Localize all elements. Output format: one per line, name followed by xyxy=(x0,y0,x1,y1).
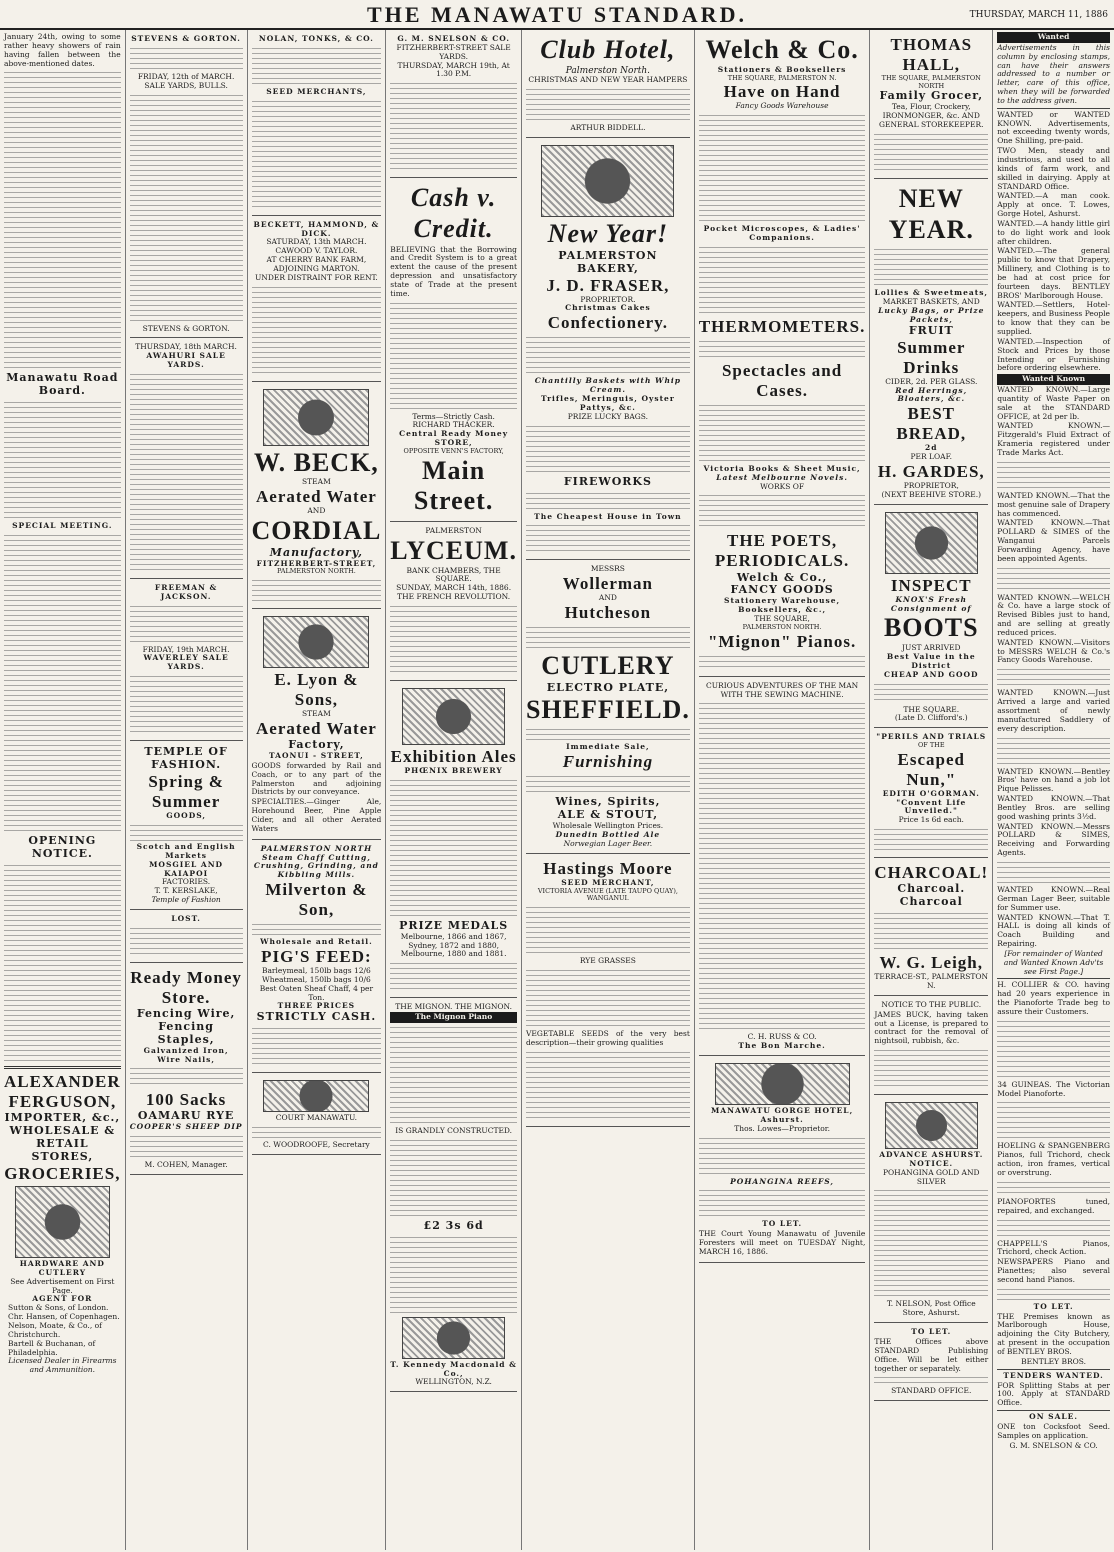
kennedy: T. Kennedy Macdonald & Co., xyxy=(390,1359,517,1378)
believing-text: BELIEVING that the Borrowing and Credit System is to a great extent the cause of the present depression and unsatisfactory state of Trade at the present time. xyxy=(390,244,517,298)
rye-grasses: RYE GRASSES xyxy=(579,956,636,966)
three-prices: THREE PRICES xyxy=(277,1001,356,1011)
see-adv: See Advertisement on First Page. xyxy=(10,1276,115,1295)
anvil-hardware-logo xyxy=(15,1186,110,1258)
wheatmeal: Wheatmeal, 150lb bags 10/6 xyxy=(262,974,371,984)
hastings-moore: Hastings Moore xyxy=(543,858,673,878)
stationers: Stationers & Booksellers xyxy=(717,64,847,74)
oamaru-rye: OAMARU RYE xyxy=(137,1109,235,1123)
agent-item: Bartell & Buchanan, of Philadelphia. xyxy=(8,1338,96,1357)
report-body-text xyxy=(4,70,121,370)
temple-heading: TEMPLE OF FASHION. xyxy=(144,745,228,772)
column-7 xyxy=(870,30,993,1550)
factories: FACTORIES. xyxy=(161,877,211,887)
french-revolution: THE FRENCH REVOLUTION. xyxy=(397,592,511,602)
eagle-crest xyxy=(402,688,505,745)
to-let: TO LET. xyxy=(911,1327,952,1337)
melbourne-medal: Melbourne, 1866 and 1867, xyxy=(400,931,507,941)
ferguson-importer: IMPORTER, &c., xyxy=(4,1111,121,1125)
sunday: SUNDAY, MARCH 14th, 1886. xyxy=(396,583,512,593)
waverley-heading: WAVERLEY SALE YARDS. xyxy=(143,653,229,672)
thursday-19: THURSDAY, MARCH 19th, At 1.30 P.M. xyxy=(397,60,510,79)
road-board-heading: Manawatu Road Board. xyxy=(6,371,119,398)
per-loaf: PER LOAF. xyxy=(910,452,953,462)
splitting-ad: FOR Splitting Stabs at per 100. Apply at STANDARD Office. xyxy=(997,1380,1110,1408)
the-poets: THE POETS, xyxy=(727,531,838,551)
thermometers: THERMOMETERS. xyxy=(698,316,866,336)
ferguson-stores: WHOLESALE & RETAIL STORES, xyxy=(9,1124,116,1164)
lyceum: LYCEUM. xyxy=(390,535,517,565)
hardware-label: HARDWARE AND CUTLERY xyxy=(19,1259,105,1277)
under-distraint: UNDER DISTRAINT FOR RENT. xyxy=(254,272,378,282)
road-board-text xyxy=(4,400,121,520)
best-value: Best Value in the District xyxy=(886,651,976,670)
central-store: Central Ready Money STORE, xyxy=(399,429,509,448)
russ-co: C. H. RUSS & CO. xyxy=(747,1032,817,1042)
w-beck: W. BECK, xyxy=(254,447,379,477)
ale-stout: ALE & STOUT, xyxy=(557,808,659,822)
beckett-heading: BECKETT, HAMMOND, & DICK. xyxy=(253,219,380,238)
red-herrings: Red Herrings, Bloaters, &c. xyxy=(895,385,968,404)
woodroofe: C. WOODROOFE, Secretary xyxy=(263,1140,370,1150)
xmas-hampers: CHRISTMAS AND NEW YEAR HAMPERS xyxy=(528,75,688,85)
bentley-bros: BENTLEY BROS. xyxy=(1021,1356,1087,1366)
square: THE SQUARE, PALMERSTON NORTH xyxy=(881,74,981,90)
buck-notice: JAMES BUCK, having taken out a License, is prepared to contract for the removal of nightsoil, rubbish, &c. xyxy=(874,1009,989,1046)
wanted-ad: WANTED or WANTED KNOWN. Advertisements, not exceeding twenty words, One Shilling, pre-paid. xyxy=(997,109,1110,146)
exhibition-ales: Exhibition Ales xyxy=(390,746,517,766)
sheffield: SHEFFIELD. xyxy=(525,694,690,724)
cheap-good: CHEAP AND GOOD xyxy=(883,669,979,679)
special-meeting-heading: SPECIAL MEETING. xyxy=(12,521,113,531)
for-remainder: [For remainder of Wanted and Wanted Known Adv'ts see First Page.] xyxy=(1003,948,1104,976)
ferguson-groceries: GROCERIES, xyxy=(4,1164,121,1184)
chantilly: Chantilly Baskets with Whip Cream. xyxy=(534,376,682,395)
awahuri-stock-list xyxy=(130,372,243,572)
cohen-manager: M. COHEN, Manager. xyxy=(144,1160,228,1170)
gardes-proprietor: PROPRIETOR, xyxy=(903,481,959,491)
electro-plate: ELECTRO PLATE, xyxy=(546,680,670,694)
palmerston: PALMERSTON NORTH. xyxy=(276,567,356,576)
spectacles: Spectacles and Cases. xyxy=(721,360,843,400)
piano-price: £2 3s 6d xyxy=(423,1218,484,1232)
market-baskets: MARKET BASKETS, AND xyxy=(882,297,980,307)
vegetable-seeds: VEGETABLE SEEDS of the very best description—their growing qualities xyxy=(525,1028,690,1047)
summer-drinks: Summer Drinks xyxy=(897,337,966,377)
known-ad: WANTED KNOWN.—That POLLARD & SIMES of the Wanganui Parcels Forwarding Agency, have been appointed Agents. xyxy=(997,518,1110,563)
fireworks: FIREWORKS xyxy=(563,474,652,488)
oaten-sheaf: Best Oaten Sheaf Chaff, 4 per Ton. xyxy=(259,983,374,1002)
cocksfoot-ad: ONE ton Cocksfoot Seed. Samples on application. xyxy=(997,1421,1110,1440)
terrace-st: TERRACE-ST., PALMERSTON N. xyxy=(874,972,989,991)
lost-heading: LOST. xyxy=(171,913,201,923)
welch-co: Welch & Co. xyxy=(705,35,859,64)
boots: BOOTS xyxy=(883,613,979,643)
thursday-date: THURSDAY, 18th MARCH. xyxy=(135,342,237,352)
chappell-ad: CHAPPELL'S Pianos, Trichord, check Action. xyxy=(997,1238,1110,1257)
pointing-hand xyxy=(541,145,674,217)
bon-marche: The Bon Marche. xyxy=(738,1041,826,1051)
steam-2: STEAM xyxy=(302,709,331,719)
known-ad: WANTED KNOWN.—Messrs POLLARD & SIMES, Receiving and Forwarding Agents. xyxy=(997,821,1110,858)
seed-merchant: SEED MERCHANT, xyxy=(561,877,655,887)
steam: STEAM xyxy=(302,477,331,487)
ready-money: Ready Money xyxy=(130,967,242,987)
price-2d: 2d xyxy=(925,443,938,453)
saturday-13: SATURDAY, 13th MARCH. xyxy=(266,237,367,247)
victoria-avenue: VICTORIA AVENUE (LATE TAUPO QUAY), WANGANUI. xyxy=(537,886,678,903)
known-ad: WANTED KNOWN.—That T. HALL is doing all kinds of Coach Building and Repairing. xyxy=(997,912,1110,949)
column-6 xyxy=(695,30,871,1550)
factory: Factory, xyxy=(288,738,345,752)
just-arrived: JUST ARRIVED xyxy=(902,643,961,653)
snelson-sig: G. M. SNELSON & CO. xyxy=(1009,1440,1098,1450)
lyon-sons: E. Lyon & Sons, xyxy=(274,670,359,710)
mignon-pianos: "Mignon" Pianos. xyxy=(707,631,857,651)
column-3 xyxy=(248,30,387,1550)
cordial: CORDIAL xyxy=(251,516,382,545)
advance-ashurst: ADVANCE ASHURST. xyxy=(879,1150,984,1160)
known-ad: WANTED KNOWN.—Just Arrived a large and varied assortment of newly manufactured Saddlery of every description. xyxy=(997,688,1110,733)
price-each: Price 1s 6d each. xyxy=(898,815,964,825)
booksellers: Booksellers, &c., xyxy=(738,605,827,615)
grandly: IS GRANDLY CONSTRUCTED. xyxy=(395,1125,513,1135)
agent-item: Sutton & Sons, of London. xyxy=(8,1303,109,1313)
standard-office: STANDARD OFFICE. xyxy=(891,1386,972,1396)
furnishing: Furnishing xyxy=(562,752,654,772)
guineas-ad: 34 GUINEAS. The Victorian Model Pianoforte. xyxy=(997,1079,1110,1098)
specialties: SPECIALTIES.—Ginger Ale, Horehound Beer, Pine Apple Cider, and all other Aerated Waters xyxy=(251,797,382,833)
pohangina-reefs: POHANGINA REEFS, xyxy=(730,1176,835,1186)
mosgiel: MOSGIEL AND KAIAPOI xyxy=(149,859,224,878)
known-ad: WANTED KNOWN.—Large quantity of Waste Paper on sale at the STANDARD OFFICE, at 2d per lb. xyxy=(997,385,1110,421)
welch-co-2: Welch & Co., xyxy=(736,570,828,584)
terms: Terms—Strictly Cash. xyxy=(412,411,495,421)
square: THE SQUARE, PALMERSTON N. xyxy=(727,73,837,82)
palmerston: PALMERSTON NORTH. xyxy=(742,622,822,631)
club-hotel: Club Hotel, xyxy=(540,35,676,64)
fitz-sale-yards: FITZHERBERT-STREET SALE YARDS. xyxy=(396,42,511,61)
fruit: FRUIT xyxy=(908,323,954,337)
column-5 xyxy=(522,30,695,1550)
known-ad: WANTED KNOWN.—Bentley Bros' have on hand a job lot Pique Pelisses. xyxy=(997,766,1110,794)
column-1 xyxy=(0,30,126,1550)
fencing-wire: Fencing Wire, xyxy=(136,1006,236,1020)
friday-19: FRIDAY, 19th MARCH. xyxy=(142,644,230,654)
immediate-sale: Immediate Sale, xyxy=(566,742,650,752)
column-2 xyxy=(126,30,248,1550)
best-bread: BEST BREAD, xyxy=(896,404,967,444)
melbourne-novels: Latest Melbourne Novels. xyxy=(716,472,848,482)
wanted-ad: WANTED.—A handy little girl to do light work and look after children. xyxy=(997,218,1110,246)
messrs: MESSRS xyxy=(590,564,625,574)
prize-bags: PRIZE LUCKY BAGS. xyxy=(567,411,649,421)
stationery-warehouse: Stationery Warehouse, xyxy=(724,596,841,606)
convent-life: "Convent Life Unveiled." xyxy=(896,797,967,816)
court-emblem xyxy=(263,1080,369,1112)
wanted-ad: TWO Men, steady and industrious, and used to all kinds of farm work, and skilled in dairying. Apply at STANDARD Office. xyxy=(997,146,1110,191)
opening-notice-heading: OPENING NOTICE. xyxy=(28,834,97,861)
to-let: TO LET. xyxy=(762,1219,803,1229)
confectionery: Confectionery. xyxy=(547,313,669,333)
dunedin-ale: Dunedin Bottled Ale xyxy=(555,830,661,840)
mignon-piano: The Mignon Piano xyxy=(390,1012,517,1023)
opp-venn: OPPOSITE VENN'S FACTORY, xyxy=(403,447,504,455)
hutcheson: Hutcheson xyxy=(564,603,652,623)
known-ad: WANTED KNOWN.—Fitzgerald's Fluid Extract of Krameria registered under Trade Marks Act. xyxy=(997,421,1110,457)
palmerston: PALMERSTON xyxy=(425,526,482,535)
cheapest-house: The Cheapest House in Town xyxy=(534,511,682,521)
to-let: TO LET. xyxy=(1033,1301,1074,1311)
lollies: Lollies & Sweetmeats, xyxy=(874,288,989,298)
prize-medals: PRIZE MEDALS xyxy=(399,918,509,932)
thacker: RICHARD THACKER. xyxy=(412,420,495,430)
charcoal: CHARCOAL! xyxy=(874,863,989,883)
fitzherbert-street: FITZHERBERT-STREET, xyxy=(256,558,377,568)
snelson-heading: G. M. SNELSON & CO. xyxy=(397,34,510,43)
ogorman: EDITH O'GORMAN. xyxy=(882,788,980,798)
wollerman: Wollerman xyxy=(562,574,654,594)
scotch-english: Scotch and English Markets xyxy=(136,842,236,860)
ferguson-name: ALEXANDER FERGUSON, xyxy=(4,1072,121,1112)
cawood: CAWOOD V. TAYLOR. xyxy=(275,246,358,256)
cherry-bank: AT CHERRY BANK FARM, ADJOINING MARTON. xyxy=(266,255,367,273)
piano-image xyxy=(402,1317,505,1359)
steam-chaff: PALMERSTON NORTH Steam Chaff Cutting, Crushing, Grinding, and Kibbling Mills. xyxy=(253,843,379,880)
court-manawatu: COURT MANAWATU. xyxy=(275,1113,358,1123)
offices-text: THE Offices above STANDARD Publishing Office. Will be let either together or separately. xyxy=(874,1337,989,1373)
perils: "PERILS AND TRIALS xyxy=(876,732,987,742)
taonui-street: TAONUI - STREET, xyxy=(269,751,364,761)
goods: GOODS, xyxy=(166,811,206,821)
pigs-feed: PIG'S FEED: xyxy=(261,947,372,966)
aerated-water-2: Aerated Water xyxy=(256,719,377,739)
newspapers-ad: NEWSPAPERS Piano and Pianettes; also several second hand Pianos. xyxy=(997,1257,1110,1284)
bank-chambers: BANK CHAMBERS, THE SQUARE. xyxy=(406,565,501,584)
of-the: OF THE xyxy=(917,741,945,750)
nelson: T. NELSON, Post Office Store, Ashurst. xyxy=(886,1299,976,1318)
fraser: J. D. FRASER, xyxy=(546,275,670,295)
wanted-known-heading: Wanted Known xyxy=(997,374,1110,385)
friday-date: FRIDAY, 12th of MARCH. xyxy=(137,71,235,81)
phoenix-brewery: PHŒNIX BREWERY xyxy=(404,765,503,775)
milverton: Milverton & Son, xyxy=(265,880,368,920)
have-on-hand: Have on Hand xyxy=(723,82,841,102)
gardes: H. GARDES, xyxy=(877,462,985,481)
wholesale-prices: Wholesale Wellington Prices. xyxy=(552,821,664,831)
wines-spirits: Wines, Spirits, xyxy=(555,795,661,809)
wanted-ad: WANTED.—Settlers, Hotel-keepers, and Business People to know that they can be supplied. xyxy=(997,300,1110,336)
gorge-hotel: MANAWATU GORGE HOTEL, Ashurst. xyxy=(710,1106,854,1124)
pocket-microscopes: Pocket Microscopes, & Ladies' Companions. xyxy=(703,224,861,242)
agent-for: AGENT FOR xyxy=(32,1294,93,1304)
thomas-hall: THOMAS HALL, xyxy=(890,35,973,75)
pianofortes-ad: PIANOFORTES tuned, repaired, and exchanged. xyxy=(997,1196,1110,1215)
machinery-engraving xyxy=(263,389,369,446)
goods-forwarded: GOODS forwarded by Rail and Coach, or to any part of the Palmerston and adjoining Districts by our conveyance. xyxy=(251,760,382,797)
clifford: (Late D. Clifford's.) xyxy=(894,713,968,723)
wanted-ad: WANTED.—The general public to know that Drapery, Millinery, and Clothing is to be had at cost price for fourteen days. BENTLEY BROS' Marlborough House. xyxy=(997,246,1110,300)
wanted-heading: Wanted xyxy=(997,32,1110,43)
main-street: Main Street. xyxy=(413,455,494,516)
agents-list xyxy=(4,1304,121,1357)
family-grocer: Family Grocer, xyxy=(879,89,984,103)
known-ad: WANTED KNOWN.—WELCH & Co. have a large stock of Revised Bibles just to hand, and are selling at greatly reduced prices. xyxy=(997,592,1110,637)
masthead xyxy=(0,0,1114,30)
stevens-gorton-heading: STEVENS & GORTON. xyxy=(131,34,241,43)
agent-item: Nelson, Moate, & Co., of Christchurch. xyxy=(8,1321,102,1339)
notice: NOTICE. xyxy=(909,1158,954,1168)
cider: CIDER, 2d. PER GLASS. xyxy=(885,376,978,386)
fancy-goods-2: FANCY GOODS xyxy=(730,583,834,597)
issue-date: THURSDAY, MARCH 11, 1886 xyxy=(969,10,1108,20)
wanted-ad: WANTED.—Inspection of Stock and Prices by those Intending or Furnishing before ordering elsewhere. xyxy=(997,336,1110,373)
column-8 xyxy=(993,30,1114,1550)
tenders-wanted: TENDERS WANTED. xyxy=(1003,1370,1104,1380)
licensed-dealer: Licensed Dealer in Firearms and Ammunition. xyxy=(8,1356,117,1375)
spring-summer: Spring & Summer xyxy=(148,772,224,812)
column-4 xyxy=(386,30,522,1550)
square-2: THE SQUARE. xyxy=(903,704,960,714)
gorge-hotel-image xyxy=(715,1063,850,1105)
wanted-intro: Advertisements in this column by enclosing stamps, can have their answers addressed to a number or letter, care of this office, when they will be forwarded to the address given. xyxy=(997,42,1110,105)
sydney-medal: Sydney, 1872 and 1880, xyxy=(408,940,500,950)
coach-image xyxy=(885,1102,978,1149)
kerslake: T. T. KERSLAKE, xyxy=(154,886,218,896)
lucky-bags: Lucky Bags, or Prize Packets, xyxy=(878,305,985,324)
temple-sig: Temple of Fashion xyxy=(151,895,221,905)
barleymeal: Barleymeal, 150lb bags 12/6 xyxy=(261,966,371,976)
store-heading: Store. xyxy=(161,987,211,1007)
on-sale: ON SALE. xyxy=(1029,1412,1079,1422)
columns xyxy=(0,30,1114,1550)
fencing-staples: Fencing Staples, xyxy=(157,1019,215,1046)
known-ad: WANTED KNOWN.—Visitors to MESSRS WELCH & Co.'s Fancy Goods Warehouse. xyxy=(997,637,1110,665)
bakery: PALMERSTON BAKERY, xyxy=(558,248,658,275)
awahuri-heading: AWAHURI SALE YARDS. xyxy=(146,351,226,370)
manufactory: Manufactory, xyxy=(269,545,364,559)
sheep-dip: COOPER'S SHEEP DIP xyxy=(129,1122,243,1132)
cash-credit: Cash v. Credit. xyxy=(410,183,497,243)
victoria-books: Victoria Books & Sheet Music, xyxy=(703,463,861,473)
norwegian-beer: Norwegian Lager Beer. xyxy=(563,839,653,848)
notice-public: NOTICE TO THE PUBLIC. xyxy=(881,999,982,1009)
premises-ad: THE Premises known as Marlborough House, adjoining the City Butchery, at present in the occupation of BENTLEY BROS. xyxy=(997,1311,1110,1356)
inspect: INSPECT xyxy=(890,575,972,595)
opening-notice-text xyxy=(4,863,121,1063)
meeting-text xyxy=(4,533,121,833)
cutlery: CUTLERY xyxy=(541,651,675,681)
sewing-machine-poem xyxy=(699,701,866,1031)
nolan-heading: NOLAN, TONKS, & CO. xyxy=(258,34,374,43)
known-ad: WANTED KNOWN.—That Bentley Bros. are selling good washing prints 3½d. xyxy=(997,794,1110,821)
sale-yards-bulls: SALE YARDS, BULLS. xyxy=(144,80,228,90)
hoeling-ad: HOELING & SPANGENBERG Pianos, full Trichord, check action, iron frames, vertical or overstrung. xyxy=(997,1141,1110,1177)
new-year: New Year! xyxy=(547,218,669,248)
proprietor: PROPRIETOR. xyxy=(580,294,636,304)
wholesale-retail: Wholesale and Retail. xyxy=(260,937,373,947)
report-opening: January 24th, owing to some rather heavy showers of rain having fallen between the above-mentioned dates. xyxy=(4,32,121,68)
mignon-title: THE MIGNON. THE MIGNON. xyxy=(395,1002,513,1012)
trifles: Trifles, Meringuis, Oyster Pattys, &c. xyxy=(541,394,675,412)
wellington: WELLINGTON, N.Z. xyxy=(415,1377,492,1387)
fancy-goods-warehouse: Fancy Goods Warehouse xyxy=(735,101,829,111)
charcoal-2: Charcoal. Charcoal xyxy=(897,882,966,909)
seed-merchants: SEED MERCHANTS, xyxy=(266,86,367,96)
wanted-ad: WANTED.—A man cook. Apply at once. T. Lowes, Gorge Hotel, Ashurst. xyxy=(997,191,1110,219)
known-ad: WANTED KNOWN.—Real German Lager Beer, suitable for Summer use. xyxy=(997,884,1110,912)
lion-unicorn-crest xyxy=(263,616,369,668)
biddell: ARTHUR BIDDELL. xyxy=(570,123,646,133)
and: AND xyxy=(307,506,326,516)
works-of: WORKS OF xyxy=(760,481,805,491)
and: AND xyxy=(598,593,617,603)
knox: KNOX'S Fresh Consignment of xyxy=(890,594,972,613)
new-year: NEW YEAR. xyxy=(888,183,974,244)
next-beehive: (NEXT BEEHIVE STORE.) xyxy=(881,489,982,499)
newspaper-title: THE MANAWATU STANDARD. xyxy=(367,2,747,27)
christmas-cakes: Christmas Cakes xyxy=(565,303,651,313)
leigh: W. G. Leigh, xyxy=(879,953,983,973)
strictly-cash: STRICTLY CASH. xyxy=(256,1010,377,1024)
periodicals: PERIODICALS. xyxy=(714,551,850,571)
galvanized-iron: Galvanized Iron, xyxy=(143,1045,229,1055)
grocer-items: Tea, Flour, Crockery, IRONMONGER, &c. AND GENERAL STOREKEEPER. xyxy=(879,102,984,130)
curious-adventures: CURIOUS ADVENTURES OF THE MAN WITH THE SEWING MACHINE. xyxy=(706,680,859,699)
sacks: 100 Sacks xyxy=(145,1090,227,1110)
stevens-gorton-sig: STEVENS & GORTON. xyxy=(142,323,230,333)
pohangina-gold: POHANGINA GOLD AND SILVER xyxy=(882,1167,980,1186)
known-ad: WANTED KNOWN.—That the most genuine sale of Drapery has commenced. xyxy=(997,490,1110,518)
melbourne-80-medal: Melbourne, 1880 and 1881. xyxy=(400,949,507,959)
aerated-water: Aerated Water xyxy=(256,487,377,507)
agent-item: Chr. Hansen, of Copenhagen. xyxy=(8,1312,120,1322)
court-young: THE Court Young Manawatu of Juvenile Foresters will meet on TUESDAY Night, MARCH 16, 1886. xyxy=(698,1229,866,1256)
escaped-nun: Escaped Nun," xyxy=(897,749,965,789)
palmerston-north: Palmerston North. xyxy=(565,65,651,76)
the-square: THE SQUARE, xyxy=(754,614,810,624)
wire-nails: Wire Nails, xyxy=(157,1054,215,1064)
collier-ad: H. COLLIER & CO. having had 20 years experience in the Pianoforte Trade beg to assure their Customers. xyxy=(997,980,1110,1016)
lowes-proprietor: Thos. Lowes—Proprietor. xyxy=(734,1123,830,1133)
stock-list xyxy=(130,93,243,323)
boot-image xyxy=(885,512,978,574)
freeman-jackson-heading: FREEMAN & JACKSON. xyxy=(154,582,218,601)
